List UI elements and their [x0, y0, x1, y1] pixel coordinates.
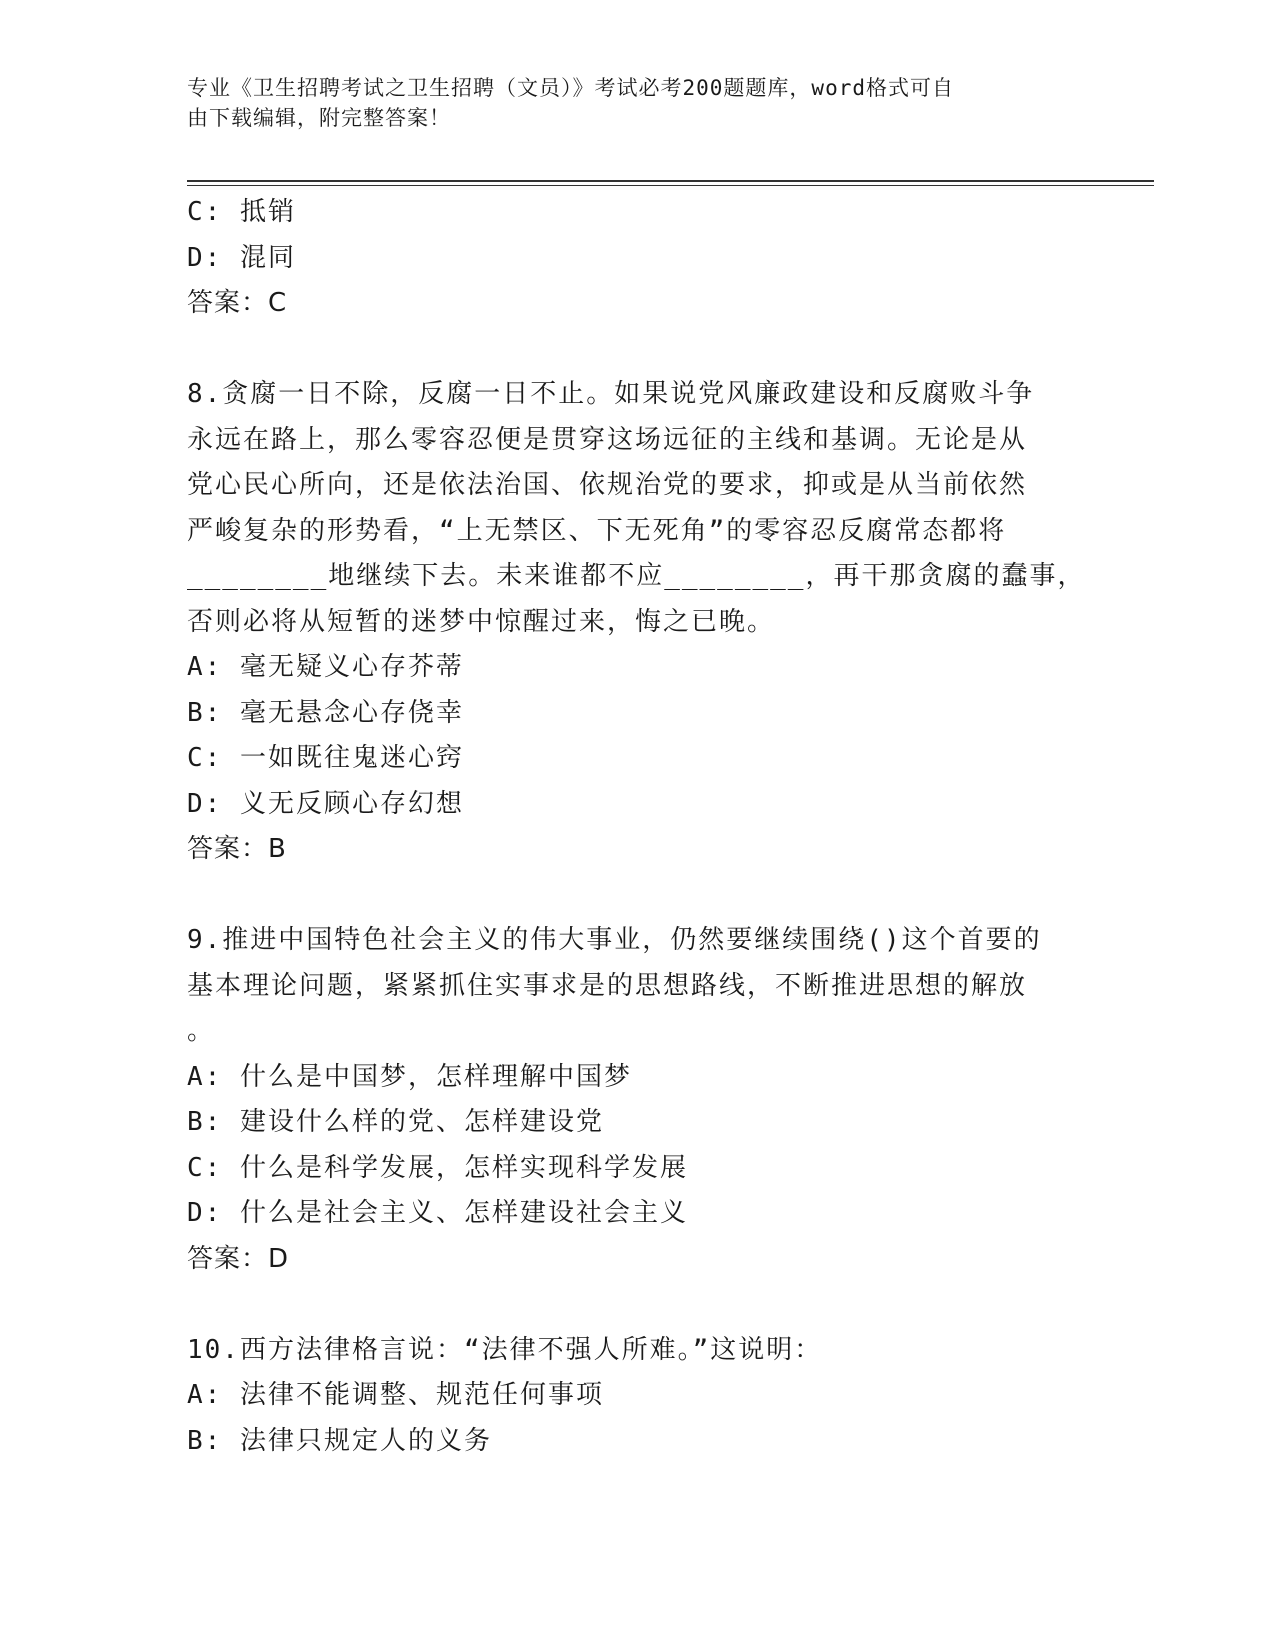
- q9-stem-line: 9.推进中国特色社会主义的伟大事业，仍然要继续围绕()这个首要的: [187, 925, 1042, 955]
- q8-answer: 答案：B: [187, 834, 287, 864]
- spacer: [187, 1282, 1067, 1328]
- q8-option-a: A: 毫无疑义心存芥蒂: [187, 652, 464, 682]
- header-divider-thick: [187, 180, 1154, 182]
- question-content: [187, 190, 1086, 1464]
- q8-stem-line: 党心民心所向，还是依法治国、依规治党的要求，抑或是从当前依然: [187, 470, 1028, 500]
- header-divider-thin: [187, 185, 1154, 186]
- header-title-line-2: 由下载编辑，附完整答案！: [187, 106, 451, 130]
- spacer: [187, 873, 1067, 919]
- document-header: [187, 73, 1067, 133]
- header-title-line-1: 专业《卫生招聘考试之卫生招聘（文员）》考试必考200题题库，word格式可自: [187, 76, 954, 100]
- q9-stem-line: 基本理论问题，紧紧抓住实事求是的思想路线，不断推进思想的解放: [187, 970, 1028, 1001]
- q8-stem-line: 永远在路上，那么零容忍便是贯穿这场远征的主线和基调。无论是从: [187, 424, 1028, 455]
- q10-stem: 10.西方法律格言说：“法律不强人所难。”这说明：: [187, 1334, 823, 1365]
- q8-stem-line: 严峻复杂的形势看，“上无禁区、下无死角”的零容忍反腐常态都将: [187, 515, 1007, 546]
- q7-option-d: D: 混同: [187, 242, 296, 273]
- q10-option-a: A: 法律不能调整、规范任何事项: [187, 1380, 604, 1410]
- q8-stem-line: 否则必将从短暂的迷梦中惊醒过来，悔之已晚。: [187, 606, 776, 637]
- q8-option-b: B: 毫无悬念心存侥幸: [187, 697, 464, 728]
- spacer: [187, 327, 1067, 373]
- q9-option-c: C: 什么是科学发展，怎样实现科学发展: [187, 1152, 688, 1183]
- q9-option-a: A: 什么是中国梦，怎样理解中国梦: [187, 1061, 632, 1092]
- q8-stem: [187, 372, 1086, 645]
- q8-stem-line: 8.贪腐一日不除，反腐一日不止。如果说党风廉政建设和反腐败斗争: [187, 379, 1035, 409]
- q8-option-c: C: 一如既往鬼迷心窍: [187, 743, 464, 773]
- q8-option-d: D: 义无反顾心存幻想: [187, 788, 464, 819]
- q8-stem-line: ________地继续下去。未来谁都不应________，再干那贪腐的蠢事，: [187, 561, 1086, 591]
- q9-option-d: D: 什么是社会主义、怎样建设社会主义: [187, 1198, 688, 1228]
- q7-option-c: C: 抵销: [187, 197, 296, 227]
- q9-option-b: B: 建设什么样的党、怎样建设党: [187, 1107, 604, 1137]
- q9-answer: 答案：D: [187, 1243, 290, 1274]
- q10-option-b: B: 法律只规定人的义务: [187, 1425, 492, 1456]
- q9-stem: [187, 918, 1067, 1055]
- q7-answer: 答案：C: [187, 288, 288, 318]
- q9-stem-line: 。: [187, 1016, 216, 1046]
